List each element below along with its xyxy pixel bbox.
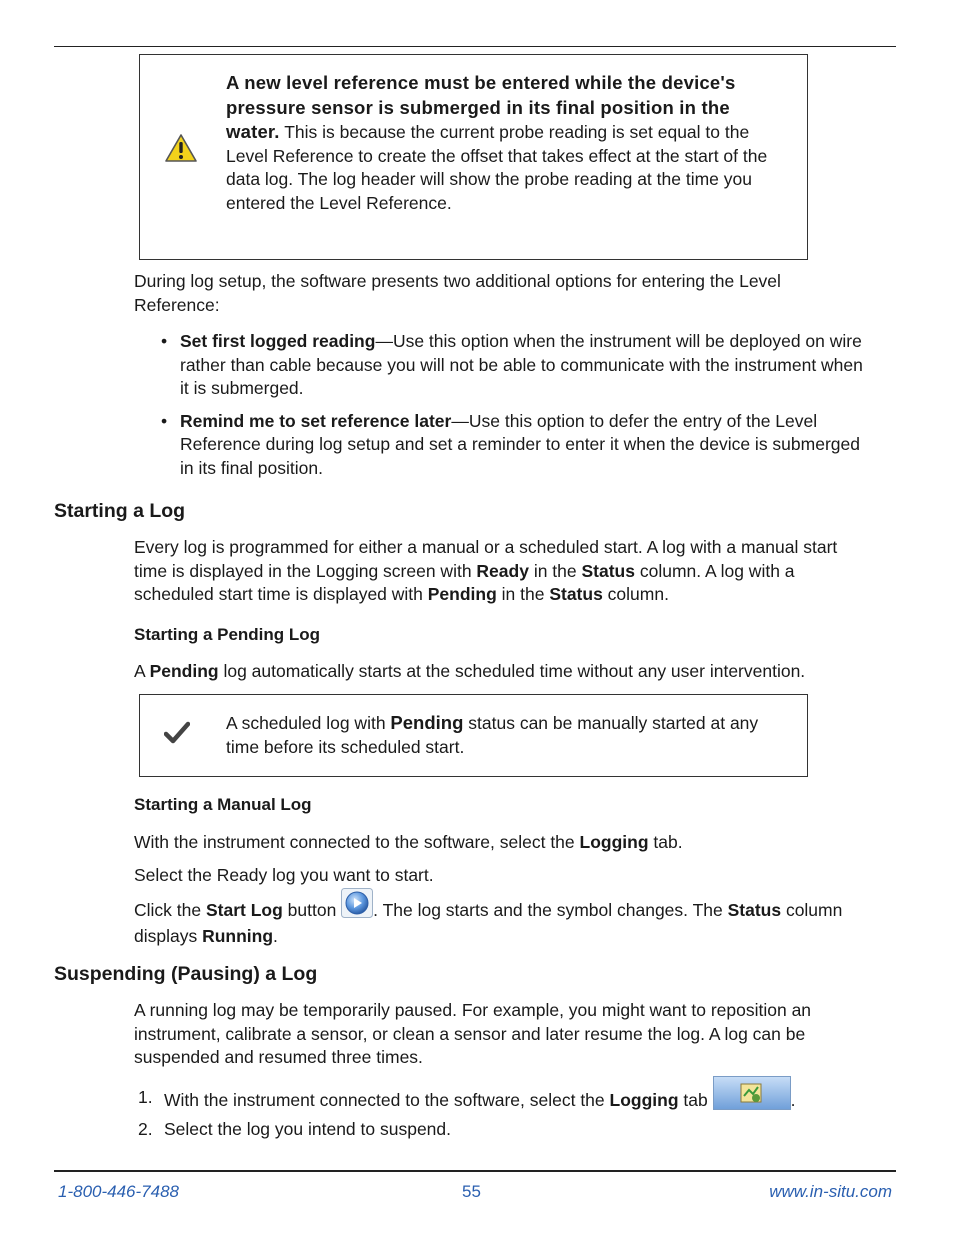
status-term: Status [549, 584, 603, 604]
warning-bold-text: A new level reference must be entered while the device's pressure sensor is submerged in its final position in the water. [226, 72, 736, 142]
warning-text [226, 71, 777, 215]
manual-log-step-1 [134, 831, 864, 855]
footer-phone: 1-800-446-7488 [58, 1182, 179, 1201]
heading-suspending-a-log: Suspending (Pausing) a Log [54, 963, 318, 985]
list-item [134, 410, 864, 481]
note-text [226, 711, 777, 759]
heading-starting-a-manual-log: Starting a Manual Log [134, 795, 312, 814]
text-run: Click the [134, 899, 206, 920]
list-item [134, 1118, 864, 1150]
warning-triangle-icon [164, 133, 198, 170]
start-log-play-icon [341, 888, 373, 925]
pending-term: Pending [427, 584, 497, 604]
intro-paragraph: During log setup, the software presents two additional options for entering the Level Reference: [134, 271, 781, 315]
option-term: Set first logged reading [180, 331, 376, 351]
text-run: column. [602, 584, 669, 604]
text-run: in the [496, 584, 550, 604]
footer-page-number: 55 [462, 1182, 481, 1201]
text-run: A scheduled log with [226, 713, 391, 733]
text-run: status can be manually started at any time before its scheduled start. [226, 713, 759, 757]
text-run: Every log is programmed for either a manual or a scheduled start. A log with a manual start time is displayed in the Logging screen with [134, 537, 838, 581]
manual-log-step-2: Select the Ready log you want to start. [134, 865, 434, 885]
list-item [134, 1086, 864, 1118]
start-log-term: Start Log [205, 899, 283, 920]
level-reference-options [134, 330, 864, 480]
suspending-paragraph: A running log may be temporarily paused. For example, you might want to reposition an instrument, calibrate a sensor, or clean a sensor and later resume the log. A log can be suspended and resumed three times. [134, 1000, 812, 1067]
text-run: column displays [134, 899, 843, 946]
note-callout [139, 694, 808, 777]
status-term: Status [581, 560, 635, 581]
text-run: tab. [648, 832, 683, 852]
list-item [134, 330, 864, 401]
ready-term: Ready [476, 560, 529, 581]
header-rule [54, 46, 896, 47]
footer-rule [54, 1170, 896, 1172]
heading-starting-a-pending-log: Starting a Pending Log [134, 625, 321, 644]
suspend-steps [134, 1086, 864, 1150]
running-term: Running [202, 925, 274, 946]
text-run: . [790, 1089, 796, 1110]
starting-log-paragraph [134, 536, 864, 607]
text-run: column. A log with a scheduled start time is displayed with [134, 560, 795, 604]
text-run: Select the log you intend to suspend. [164, 1119, 452, 1139]
text-run: log automatically starts at the scheduled time without any user intervention. [218, 661, 806, 681]
option-description: —Use this option when the instrument will be deployed on wire rather than cable because you will not be able to communicate with the instrument when it is submerged. [180, 331, 863, 398]
text-run: . The log starts and the symbol changes. The [373, 899, 728, 920]
step-number: 2. [138, 1119, 153, 1139]
text-run: A [134, 661, 150, 681]
bullet-marker: • [161, 331, 168, 351]
warning-callout [139, 54, 808, 260]
pending-term: Pending [149, 661, 219, 681]
text-run: button [282, 899, 342, 920]
text-run: With the instrument connected to the software, select the [134, 832, 580, 852]
pending-term: Pending [390, 712, 464, 733]
option-term: Remind me to set reference later [180, 410, 452, 431]
option-description: —Use this option to defer the entry of the Level Reference during log setup and set a reminder to enter it when the device is submerged in its final position. [180, 410, 860, 478]
text-run: in the [528, 560, 582, 581]
checkmark-icon [164, 721, 190, 752]
pending-log-paragraph [134, 660, 864, 684]
manual-log-step-3 [134, 898, 864, 948]
heading-starting-a-log: Starting a Log [54, 500, 186, 522]
text-run: . [273, 925, 278, 946]
text-run: With the instrument connected to the software, select the [164, 1089, 610, 1110]
warning-body-text: This is because the current probe reading is set equal to the Level Reference to create the offset that takes effect at the start of the data log. The log header will show the probe reading at the time you entered the Level Reference. [226, 122, 768, 213]
bullet-marker: • [161, 410, 168, 431]
logging-tab-icon [713, 1076, 791, 1117]
text-run: tab [678, 1089, 713, 1110]
step-number: 1. [138, 1087, 153, 1107]
footer-website-link[interactable]: www.in-situ.com [769, 1182, 892, 1201]
status-term: Status [727, 899, 782, 920]
logging-term: Logging [609, 1089, 679, 1110]
logging-term: Logging [579, 832, 649, 852]
